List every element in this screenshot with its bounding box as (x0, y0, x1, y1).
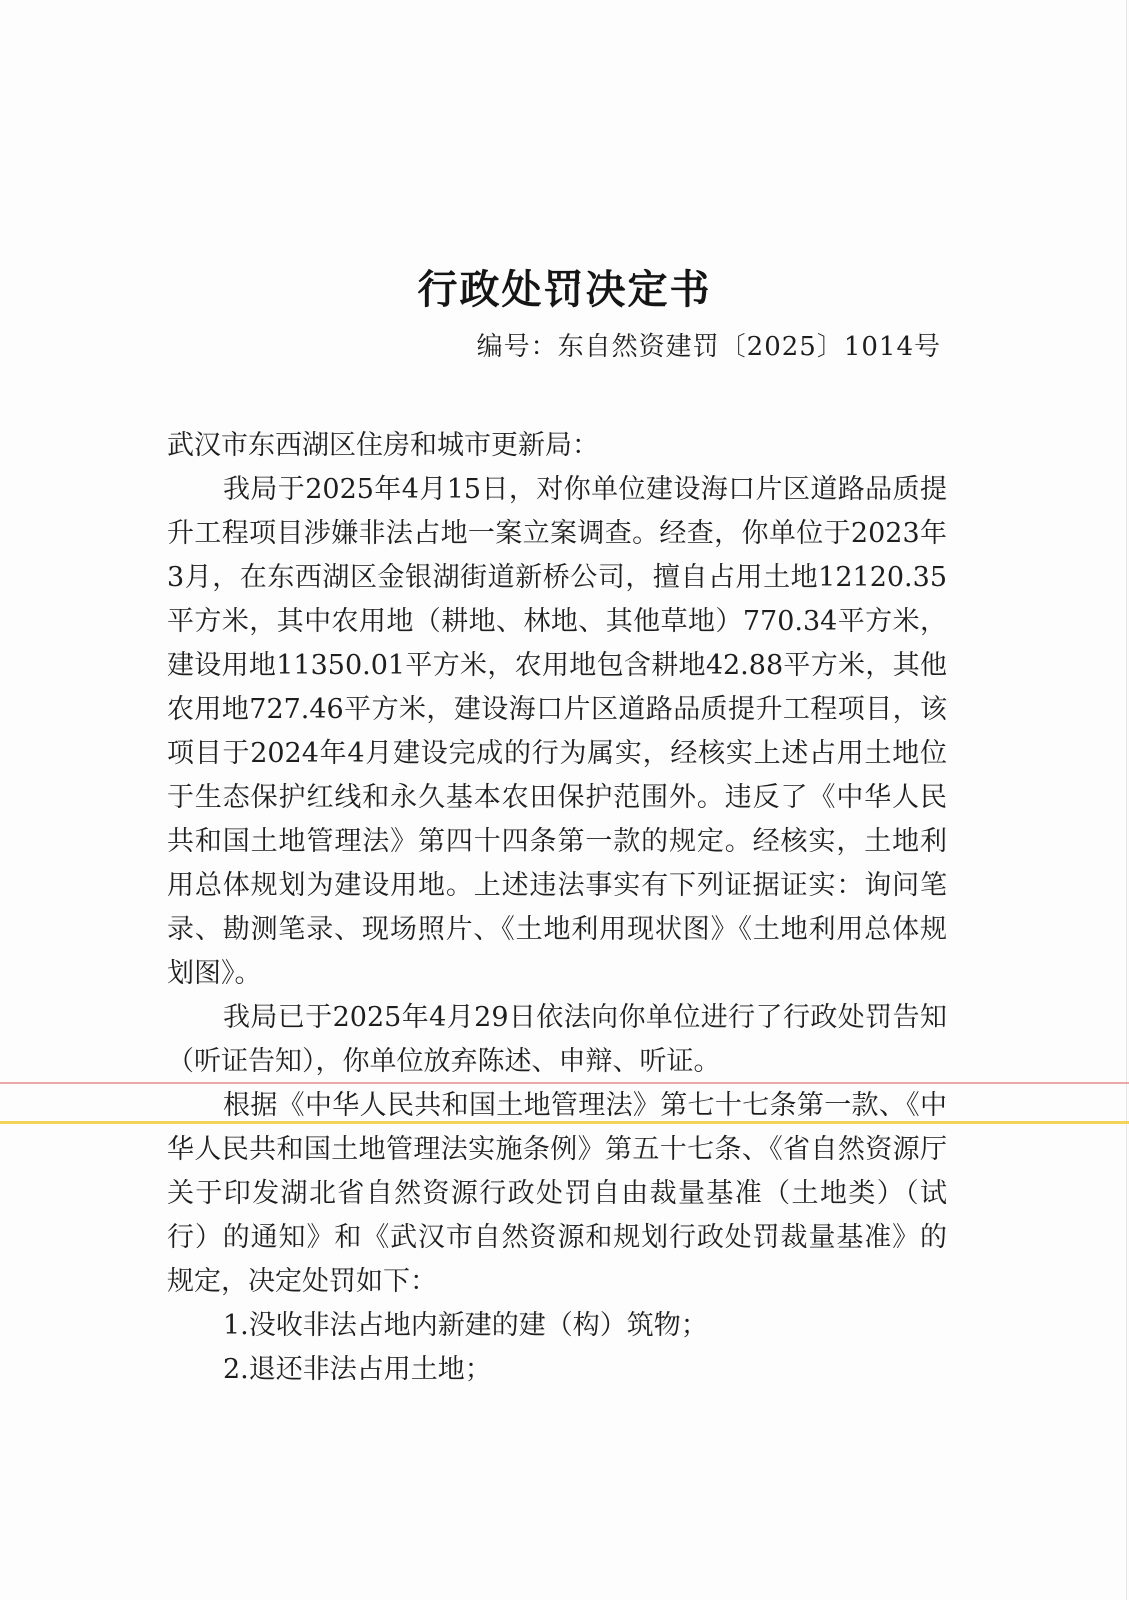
paragraph-legal-basis: 根据《中华人民共和国土地管理法》第七十七条第一款、《中华人民共和国土地管理法实施条例》第五十七条、《省自然资源厅关于印发湖北省自然资源行政处罚自由裁量基准（土地类）（试行）的通知》和《武汉市自然资源和规划行政处罚裁量基准》的规定，决定处罚如下： (167, 1090, 947, 1297)
penalty-item-2: 2.退还非法占用土地； (223, 1354, 492, 1385)
document-number: 编号：东自然资建罚〔2025〕1014号 (476, 332, 941, 362)
recipient-line: 武汉市东西湖区住房和城市更新局： (167, 430, 599, 461)
document-body (167, 424, 947, 1392)
document-title: 行政处罚决定书 (417, 267, 712, 313)
page-edge (1126, 0, 1127, 1600)
paragraph-notice: 我局已于2025年4月29日依法向你单位进行了行政处罚告知（听证告知），你单位放弃陈述、申辩、听证。 (167, 1002, 947, 1077)
paragraph-facts: 我局于2025年4月15日，对你单位建设海口片区道路品质提升工程项目涉嫌非法占地一案立案调查。经查，你单位于2023年3月，在东西湖区金银湖街道新桥公司，擅自占用土地12120.35平方米，其中农用地（耕地、林地、其他草地）770.34平方米，建设用地11350.01平方米，农用地包含耕地42.88平方米，其他农用地727.46平方米，建设海口片区道路品质提升工程项目，该项目于2024年4月建设完成的行为属实，经核实上述占用土地位于生态保护红线和永久基本农田保护范围外。违反了《中华人民共和国土地管理法》第四十四条第一款的规定。经核实，土地利用总体规划为建设用地。上述违法事实有下列证据证实：询问笔录、勘测笔录、现场照片、《土地利用现状图》《土地利用总体规划图》。 (167, 474, 947, 989)
penalty-item-1: 1.没收非法占地内新建的建（构）筑物； (223, 1310, 708, 1341)
